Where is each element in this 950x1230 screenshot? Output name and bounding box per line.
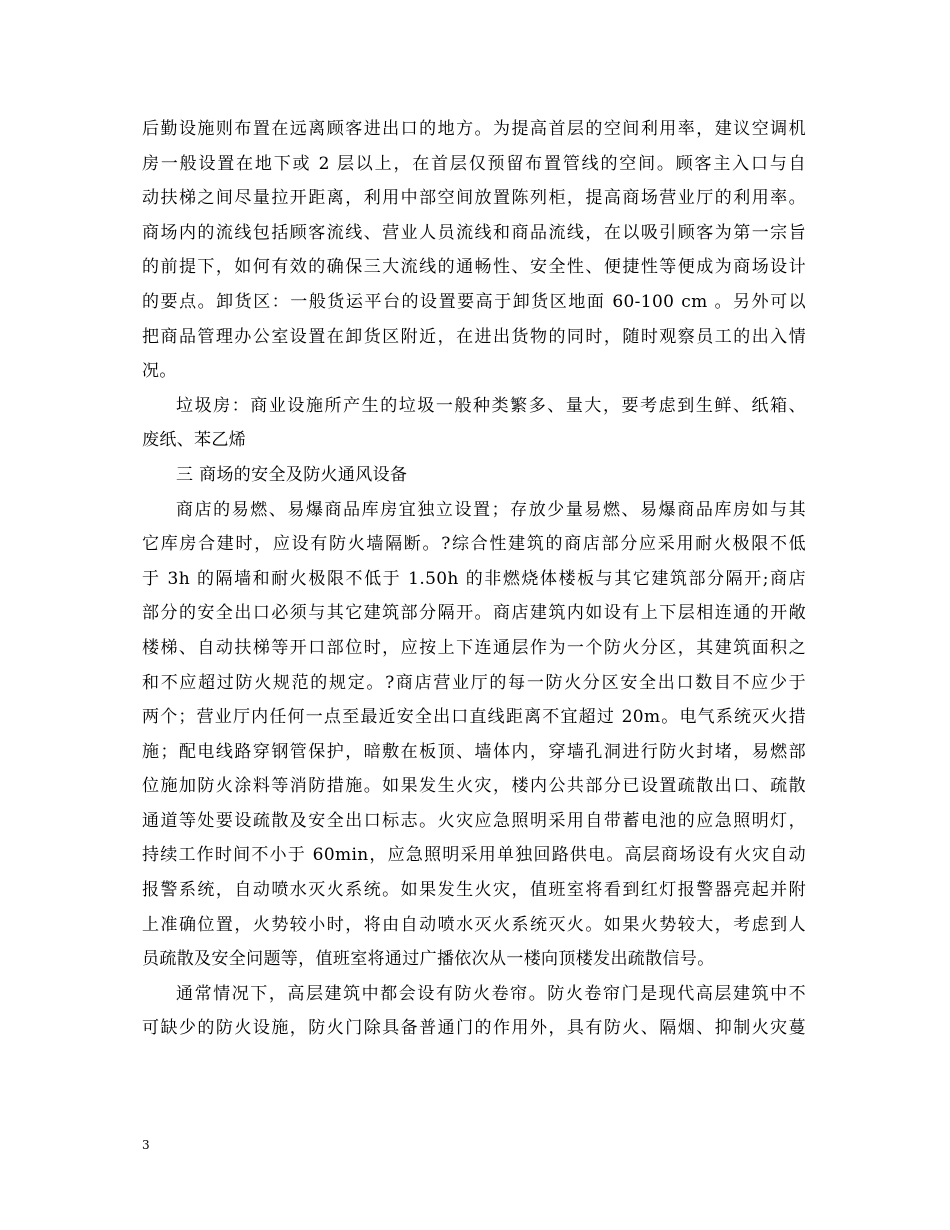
text-line: 员疏散及安全问题等，值班室将通过广播依次从一楼向顶楼发出疏散信号。 xyxy=(142,949,715,970)
text-line: 后勤设施则布置在远离顾客进出口的地方。为提高首层的空间利用率，建议空调机 xyxy=(142,119,806,139)
text-line: 况。 xyxy=(142,361,177,382)
text-line: 商店的易燃、易爆商品库房宜独立设置；存放少量易燃、易爆商品库房如与其 xyxy=(176,499,806,520)
paragraph xyxy=(142,493,806,977)
text-line: 动扶梯之间尽量拉开距离，利用中部空间放置陈列柜，提高商场营业厅的利用率。 xyxy=(142,188,806,209)
paragraph xyxy=(142,112,806,389)
text-line: 部分的安全出口必须与其它建筑部分隔开。商店建筑内如设有上下层相连通的开敞 xyxy=(142,603,806,624)
text-line: 两个；营业厅内任何一点至最近安全出口直线距离不宜超过 20m。电气系统灭火措 xyxy=(142,707,806,728)
text-line: 通道等处要设疏散及安全出口标志。火灾应急照明采用自带蓄电池的应急照明灯， xyxy=(142,810,806,831)
text-line: 上准确位置，火势较小时，将由自动喷水灭火系统灭火。如果火势较大，考虑到人 xyxy=(142,914,806,935)
text-line: 垃圾房：商业设施所产生的垃圾一般种类繁多、量大，要考虑到生鲜、纸箱、 xyxy=(176,395,806,416)
text-line: 楼梯、自动扶梯等开口部位时，应按上下连通层作为一个防火分区，其建筑面积之 xyxy=(142,637,806,658)
text-line: 于 3h 的隔墙和耐火极限不低于 1.50h 的非燃烧体楼板与其它建筑部分隔开;商店 xyxy=(142,568,806,589)
text-line: 报警系统，自动喷水灭火系统。如果发生火灾，值班室将看到红灯报警器亮起并附 xyxy=(142,880,806,901)
paragraph xyxy=(142,389,806,458)
text-line: 的要点。卸货区：一般货运平台的设置要高于卸货区地面 60-100 cm 。另外可以 xyxy=(142,291,806,312)
body-text xyxy=(142,112,806,1046)
text-line: 通常情况下，高层建筑中都会设有防火卷帘。防火卷帘门是现代高层建筑中不 xyxy=(176,983,806,1004)
text-line: 施；配电线路穿钢管保护，暗敷在板顶、墙体内，穿墙孔洞进行防火封堵，易燃部 xyxy=(142,741,806,762)
text-line: 和不应超过防火规范的规定。?商店营业厅的每一防火分区安全出口数目不应少于 xyxy=(142,672,806,693)
text-line: 商场内的流线包括顾客流线、营业人员流线和商品流线，在以吸引顾客为第一宗旨 xyxy=(142,222,806,243)
text-line: 持续工作时间不小于 60min，应急照明采用单独回路供电。高层商场设有火灾自动 xyxy=(142,845,806,866)
text-line: 它库房合建时，应设有防火墙隔断。?综合性建筑的商店部分应采用耐火极限不低 xyxy=(142,534,806,555)
text-line: 可缺少的防火设施，防火门除具备普通门的作用外，具有防火、隔烟、抑制火灾蔓 xyxy=(142,1018,806,1039)
text-line: 把商品管理办公室设置在卸货区附近，在进出货物的同时，随时观察员工的出入情 xyxy=(142,326,806,347)
text-line: 位施加防火涂料等消防措施。如果发生火灾，楼内公共部分已设置疏散出口、疏散 xyxy=(142,776,806,797)
text-line: 的前提下，如何有效的确保三大流线的通畅性、安全性、便捷性等便成为商场设计 xyxy=(142,257,806,278)
text-line: 房一般设置在地下或 2 层以上，在首层仅预留布置管线的空间。顾客主入口与自 xyxy=(142,153,806,174)
paragraph xyxy=(142,458,806,493)
page-number: 3 xyxy=(142,1138,150,1152)
paragraph xyxy=(142,977,806,1046)
text-line: 三 商场的安全及防火通风设备 xyxy=(176,464,408,485)
text-line: 废纸、苯乙烯 xyxy=(142,430,247,451)
